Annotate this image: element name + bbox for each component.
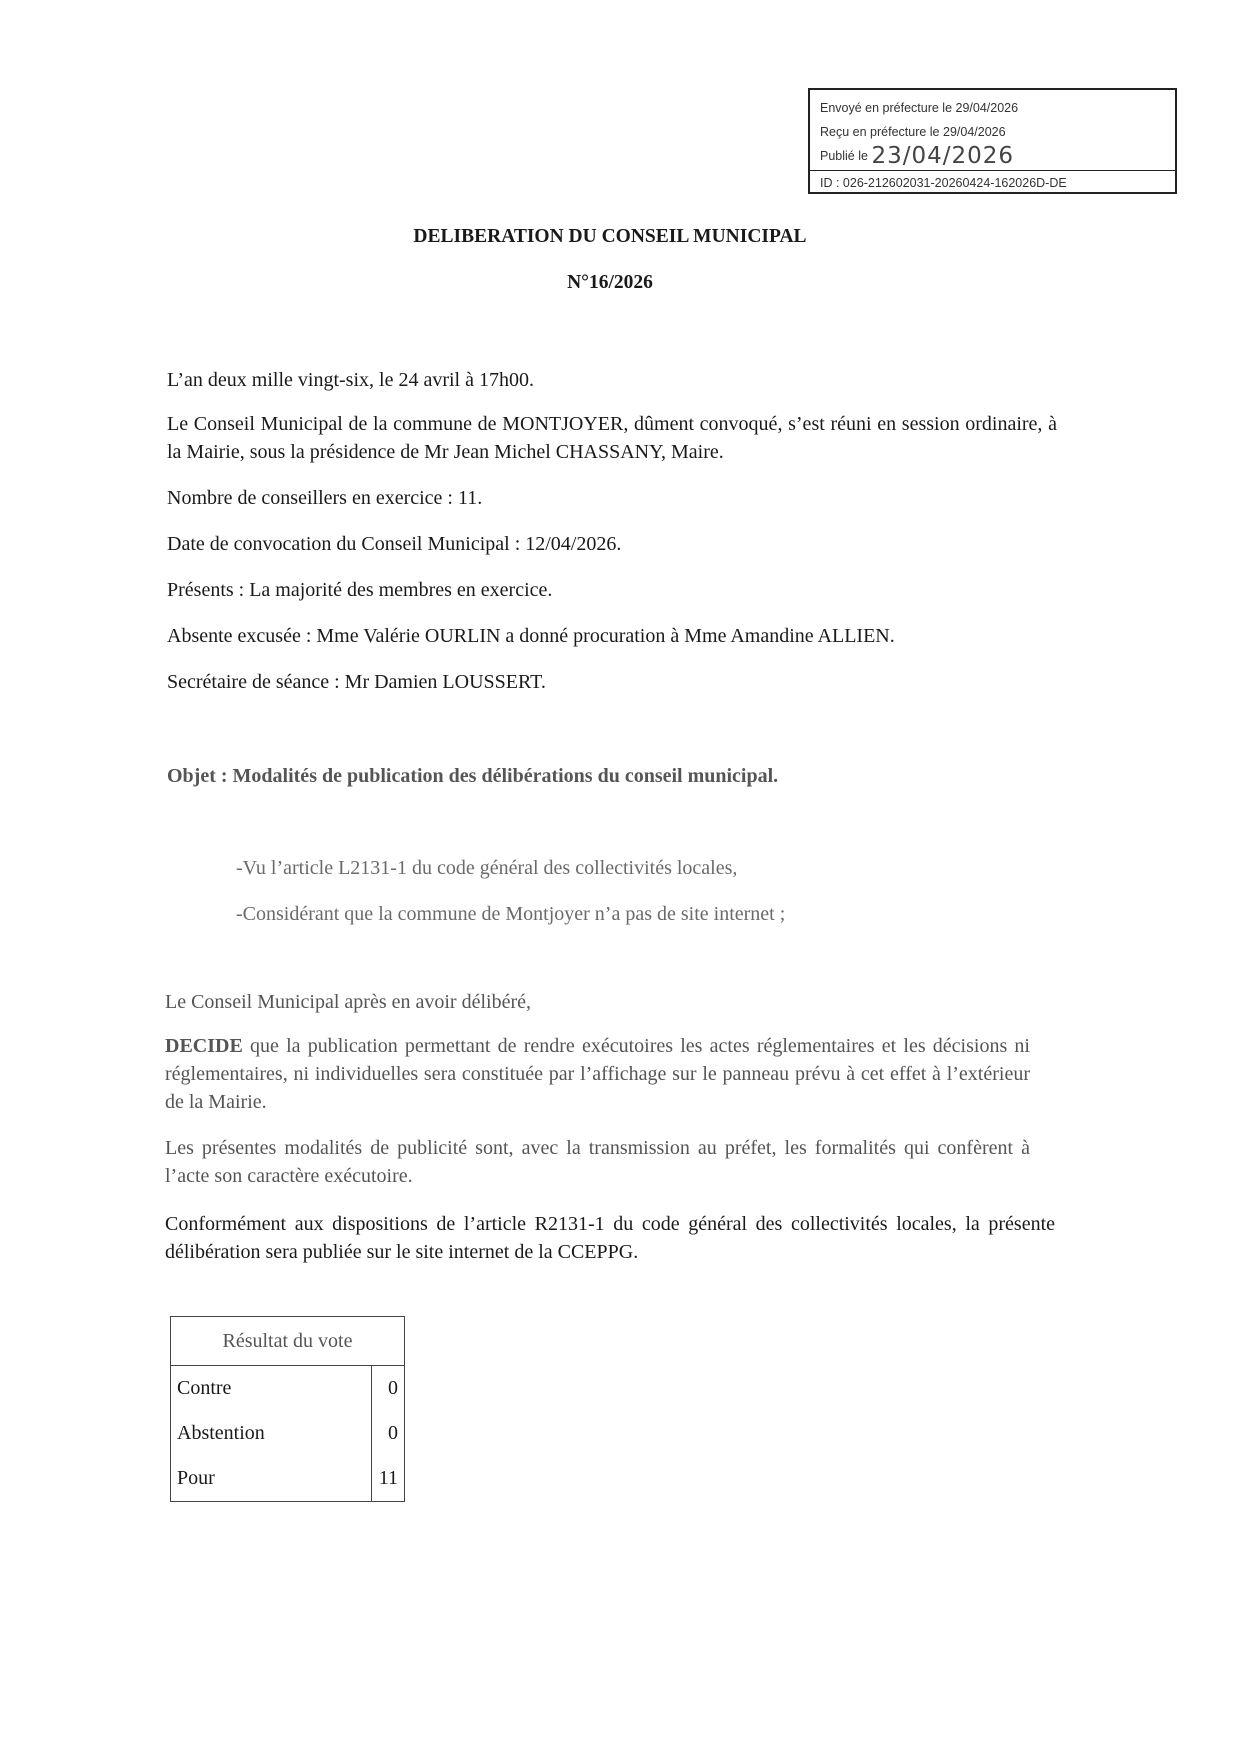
prefecture-stamp [808,88,1177,194]
session-secretary: Secrétaire de séance : Mr Damien LOUSSERT. [167,671,546,693]
council-paragraph: Le Conseil Municipal de la commune de MONTJOYER, dûment convoqué, s’est réuni en session ordinaire, à la Mairie, sous la présidence de Mr Jean Michel CHASSANY, Maire. [167,413,1057,463]
vote-label-against: Contre [171,1366,372,1412]
date-line: L’an deux mille vingt-six, le 24 avril à 17h00. [167,369,534,391]
deliberation-number: N°16/2026 [567,272,653,293]
vote-value-for: 11 [372,1456,405,1502]
members-count: Nombre de conseillers en exercice : 11. [167,487,483,509]
document-title: DELIBERATION DU CONSEIL MUNICIPAL [413,226,807,247]
vote-value-abstention: 0 [372,1411,405,1456]
vote-title: Résultat du vote [171,1317,405,1366]
absent-member: Absente excusée : Mme Valérie OURLIN a donné procuration à Mme Amandine ALLIEN. [167,625,895,647]
deliberated-line: Le Conseil Municipal après en avoir délibéré, [165,991,531,1013]
stamp-id: ID : 026-212602031-20260424-162026D-DE [810,170,1175,195]
present-members: Présents : La majorité des membres en exercice. [167,579,553,601]
decision-paragraph [165,1032,1030,1116]
vote-label-for: Pour [171,1456,372,1502]
table-row [171,1456,405,1502]
consideration-item: -Vu l’article L2131-1 du code général des collectivités locales, [236,857,738,879]
stamp-published-label: Publié le [820,149,868,163]
table-row [171,1411,405,1456]
vote-label-abstention: Abstention [171,1411,372,1456]
stamp-published [820,144,1165,170]
modalities-paragraph: Les présentes modalités de publicité sont, avec la transmission au préfet, les formalités qui confèrent à l’acte son caractère exécutoire. [165,1137,1030,1187]
vote-value-against: 0 [372,1366,405,1412]
vote-table-header [171,1317,405,1366]
stamp-sent: Envoyé en préfecture le 29/04/2026 [820,101,1019,115]
vote-result-table [170,1316,405,1502]
stamp-published-date: 23/04/2026 [871,143,1015,169]
table-row [171,1366,405,1412]
consideration-item: -Considérant que la commune de Montjoyer n’a pas de site internet ; [236,903,786,925]
decide-text: que la publication permettant de rendre exécutoires les actes réglementaires et les décisions ni réglementaires, ni individuelles sera constituée par l’affichage sur le panneau prévu à cet effet à l’extérieur de la Mairie. [165,1035,1030,1113]
conformity-paragraph: Conformément aux dispositions de l’article R2131-1 du code général des collectivités locales, la présente délibération sera publiée sur le site internet de la CCEPPG. [165,1213,1055,1263]
decide-label: DECIDE [165,1035,243,1057]
stamp-received: Reçu en préfecture le 29/04/2026 [820,125,1006,139]
object-line: Objet : Modalités de publication des délibérations du conseil municipal. [167,765,779,787]
convocation-date: Date de convocation du Conseil Municipal : 12/04/2026. [167,533,622,555]
